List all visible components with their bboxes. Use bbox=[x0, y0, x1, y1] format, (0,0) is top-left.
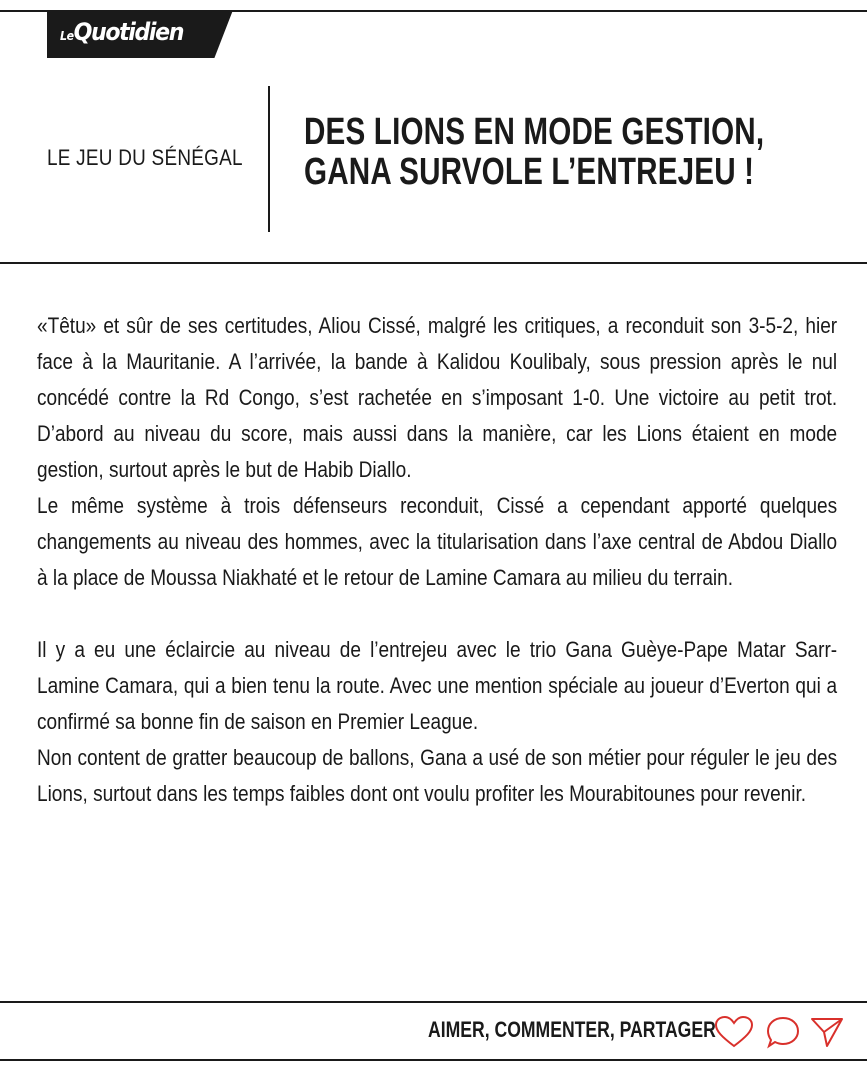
vertical-divider bbox=[268, 86, 270, 232]
share-icon[interactable] bbox=[810, 1015, 844, 1049]
article-paragraph-4: Non content de gratter beaucoup de ballons, Gana a usé de son métier pour réguler le jeu des Lions, surtout dans les temps faibles dont ont voulu profiter les Mourabitounes pour revenir. bbox=[37, 745, 838, 806]
engagement-call-to-action: AIMER, COMMENTER, PARTAGER bbox=[428, 1017, 716, 1042]
header-divider bbox=[0, 262, 867, 264]
comment-icon[interactable] bbox=[764, 1015, 802, 1049]
article-body bbox=[37, 308, 837, 812]
brand-prefix: Le bbox=[60, 29, 74, 43]
brand-logo bbox=[60, 18, 183, 46]
headline-line-2: GANA SURVOLE L’ENTREJEU ! bbox=[304, 151, 755, 193]
paragraph-gap bbox=[37, 596, 837, 632]
article-paragraph-1: «Têtu» et sûr de ses certitudes, Aliou Cissé, malgré les critiques, a reconduit son 3-5-2, hier face à la Mauritanie. A l’arrivée, la bande à Kalidou Koulibaly, sous pression après le nul concédé contre la Rd Congo, s’est rachetée en s’imposant 1-0. Une victoire au petit trot. D’abord au niveau du score, mais aussi dans la manière, car les Lions étaient en mode gestion, surtout après le but de Habib Diallo. bbox=[37, 313, 838, 482]
footer-bottom-rule bbox=[0, 1059, 867, 1061]
headline-line-1: DES LIONS EN MODE GESTION, bbox=[304, 111, 765, 153]
article-paragraph-3: Il y a eu une éclaircie au niveau de l’entrejeu avec le trio Gana Guèye-Pape Matar Sarr-Lamine Camara, qui a bien tenu la route. Avec une mention spéciale au joueur d’Everton qui a confirmé sa bonne fin de saison en Premier League. bbox=[37, 637, 838, 734]
heart-icon[interactable] bbox=[714, 1015, 754, 1049]
page-title bbox=[304, 112, 772, 192]
section-label: LE JEU DU SÉNÉGAL bbox=[47, 145, 243, 170]
footer-top-rule bbox=[0, 1001, 867, 1003]
brand-name: Quotidien bbox=[73, 18, 184, 46]
article-paragraph-2: Le même système à trois défenseurs reconduit, Cissé a cependant apporté quelques changements au niveau des hommes, avec la titularisation dans l’axe central de Abdou Diallo à la place de Moussa Niakhaté et le retour de Lamine Camara au milieu du terrain. bbox=[37, 493, 838, 590]
